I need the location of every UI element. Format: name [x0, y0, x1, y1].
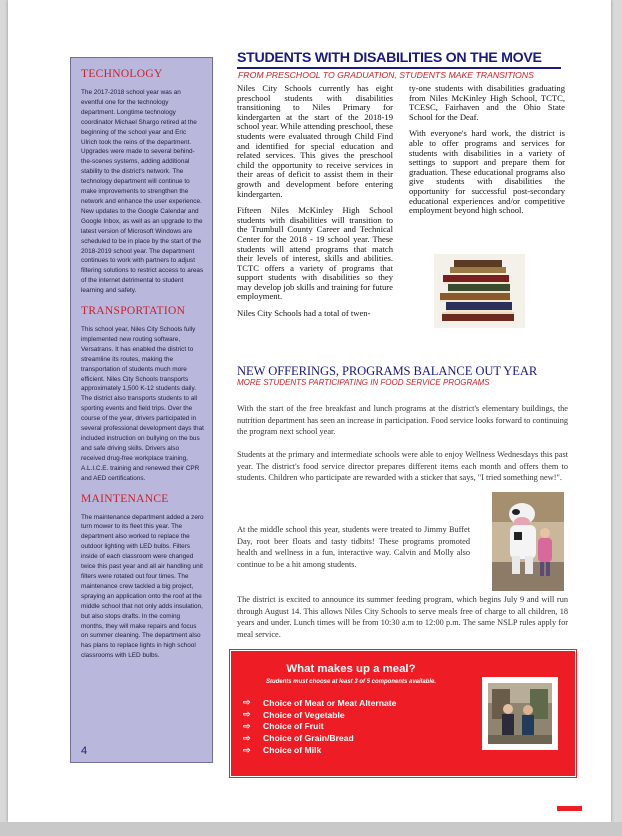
list-item [243, 732, 396, 744]
list-item [243, 697, 396, 709]
viewer-bottom-strip [0, 822, 622, 836]
article1-paragraph: Niles City Schools had a total of twen- [237, 308, 371, 319]
meal-components-box [230, 650, 576, 777]
transportation-heading: TRANSPORTATION [81, 305, 186, 318]
mascot-photo [492, 492, 564, 591]
arrow-right-icon: ⇨ [243, 697, 251, 708]
article2-paragraph: The district is excited to announce its summer feeding program, which begins July 9 and will run through August 14. This allows Niles City Schools to serve meals free of charge to all children, 18 years and under. Lunch times will be from 10:30 a.m to 12:00 p.m. The same NSLP rules apply for meal service. [237, 595, 568, 640]
meal-component-label: Choice of Grain/Bread [263, 733, 354, 744]
list-item [243, 709, 396, 721]
title-underline [237, 67, 561, 69]
footer-accent-bar [557, 806, 582, 811]
sidebar [70, 57, 213, 763]
list-item [243, 721, 396, 733]
page-number: 4 [81, 745, 88, 757]
article2-paragraph: With the start of the free breakfast and lunch programs at the district's elementary buildings, the nutrition department has seen an increase in participation. Food service looks forward to continuing the program next school year. [237, 404, 568, 437]
maintenance-text: The maintenance department added a zero turn mower to its fleet this year. The department also worked to replace the outdoor lighting with LED bulbs. Filters inside of each classroom were changed twice this past year and all air handling unit filters were rotated out four times. The maintenance crew tackled a big project, spraying an application onto the roof at the middle school that not only adds insulation, but also stops drafts. In the coming months, they will make repairs and focus on summer cleaning. The department also has plans to replace lights in high school classrooms with LED bulbs. [81, 513, 204, 660]
article1-column-2 [409, 84, 565, 223]
section-title: NEW OFFERINGS, PROGRAMS BALANCE OUT YEAR [237, 364, 538, 378]
article-subtitle: FROM PRESCHOOL TO GRADUATION, STUDENTS MAKE TRANSITIONS [238, 70, 534, 80]
meal-component-label: Choice of Milk [263, 745, 322, 756]
cafeteria-staff-photo [482, 677, 558, 750]
arrow-right-icon: ⇨ [243, 732, 251, 743]
arrow-right-icon: ⇨ [243, 744, 251, 755]
transportation-text: This school year, Niles City Schools fully implemented new routing software, Versatrans. It has enabled the district to streamline its routes, making the transportation of students much more efficient. Niles City Schools transports approximately 1,500 K-12 students daily. The district also transports students to all sporting events and field trips. Over the course of the year, drivers participated in several professional development days that included instruction on bullying on the bus and safe driving skills. Drivers also received drug-free workplace training, A.L.I.C.E. training and renewed their CPR and AED certifications. [81, 326, 204, 482]
article2-paragraph: Students at the primary and intermediate schools were able to enjoy Wellness Wednesdays this past year. The district's food service director prepares different items each month and offers them to students. Children who participate are rewarded with a sticker that says, "I tried something new!". [237, 450, 568, 483]
article1-paragraph: Fifteen Niles McKinley High School students with disabilities will transition to the Trumbull County Career and Technical Center for the 2018 - 19 school year. These students will attend programs that match their levels of interest, skills and abilities. TCTC offers a variety of programs that support students with disabilities so they may develop job skills and training for future employment. [237, 205, 393, 302]
list-item [243, 744, 396, 756]
maintenance-heading: MAINTENANCE [81, 492, 169, 505]
technology-heading: TECHNOLOGY [81, 68, 163, 80]
meal-box-title: What makes up a meal? [286, 663, 416, 675]
article1-column-1 [237, 84, 393, 326]
article1-paragraph: With everyone's hard work, the district is able to offer programs and services for students with disabilities in a variety of settings to support and prepare them for graduation. These educational programs also give students with disabilities the opportunity for successful post-secondary educational experiences and/or competitive employment beyond high school. [409, 128, 565, 216]
books-photo [434, 254, 525, 328]
arrow-right-icon: ⇨ [243, 709, 251, 720]
meal-components-list [243, 697, 396, 756]
newsletter-page [8, 0, 611, 822]
meal-component-label: Choice of Fruit [263, 721, 324, 732]
meal-box-subtitle: Students must choose at least 3 of 5 components available. [265, 679, 437, 685]
technology-text: The 2017-2018 school year was an eventful one for the technology department. Longtime technology coordinator Michael Shargo retired at the beginning of the school year and Eric Ulrich took the reins of the department. Upgrades were made to several behind-the-scenes systems, adding additional stability to the district's network. The technology department will continue to make improvements to strengthen the network and enhance the user experience. New updates to the Google Calendar and Google Inbox, as well as an upgrade to the latest version of Microsoft Windows are scheduled to be in place by the start of the 2018-2019 school year. The department continues to work with partners to adjust filtering solutions to restrict access to areas of the internet detrimental to student learning and safety. [81, 89, 204, 295]
article-title: STUDENTS WITH DISABILITIES ON THE MOVE [237, 50, 542, 66]
section-subtitle: MORE STUDENTS PARTICIPATING IN FOOD SERVICE PROGRAMS [237, 378, 490, 387]
arrow-right-icon: ⇨ [243, 720, 251, 731]
article2-paragraph: At the middle school this year, students were treated to Jimmy Buffet Day, root beer floats and tasty tidbits! These programs promoted health and wellness in a fun, interactive way. Calvin and Molly also continue to be a hit among students. [237, 525, 470, 570]
article1-paragraph: Niles City Schools currently has eight preschool students with disabilities transitioning to Niles Primary for kindergarten at the start of the 2018-19 school year. While attending preschool, these students were evaluated through Child Find and identified for special education and related services. This gives the preschool child the opportunity to receive services in their areas of deficit to assist them in their growth and development before entering kindergarten. [237, 83, 393, 199]
meal-component-label: Choice of Meat or Meat Alternate [263, 697, 397, 708]
meal-component-label: Choice of Vegetable [263, 709, 345, 720]
article1-paragraph: ty-one students with disabilities graduating from Niles McKinley High School, TCTC, TCESC, Fairhaven and the Ohio State School for the Deaf. [409, 83, 565, 122]
